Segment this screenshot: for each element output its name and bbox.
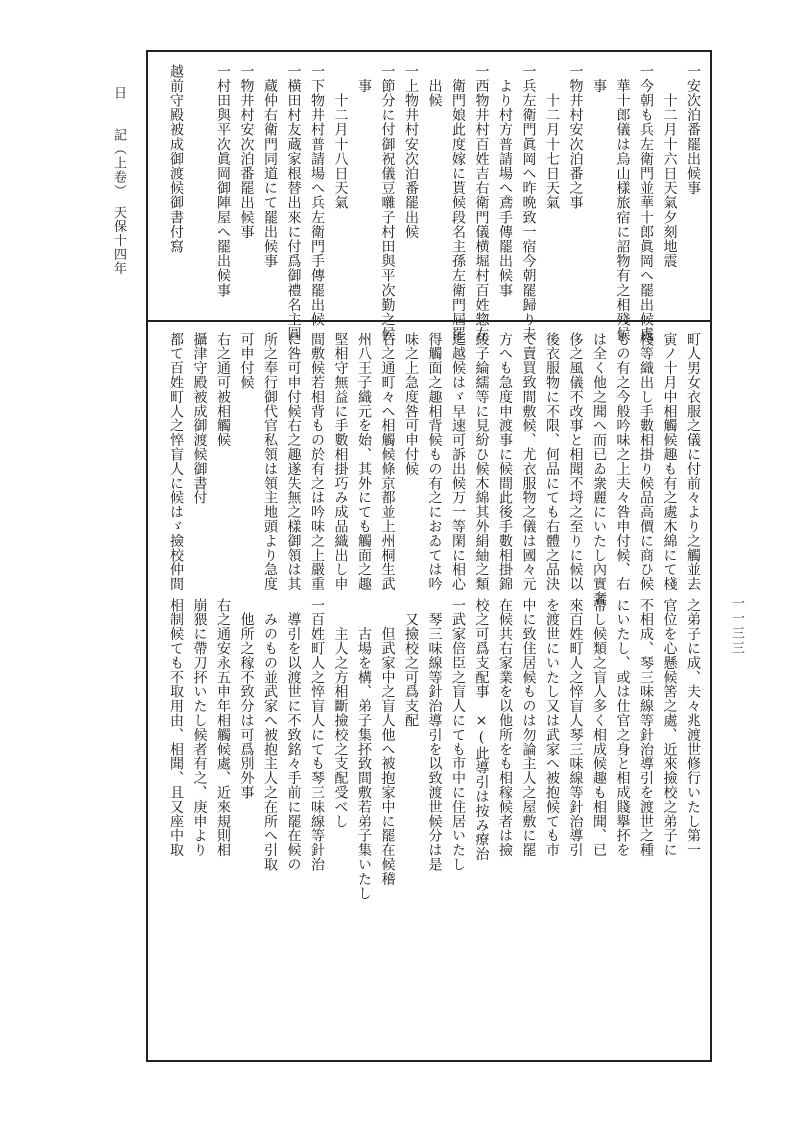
lower-column: 官位を心懸候筈之處、近來撿校之弟子に <box>661 598 678 858</box>
running-title: 日 記（上卷） 天保十四年 <box>111 86 126 276</box>
lower-column: みのもの並武家へ被抱主人之在所へ引取 <box>262 598 278 872</box>
upper-column: 一橫田村友蔵家根替出來に付爲御禮名主圓 <box>285 64 302 342</box>
upper-column: 一下物井村普請場へ兵左衛門手傳罷出候 <box>309 64 325 327</box>
lower-column: 之弟子に成、夫々兆渡世修行いたし第一 <box>685 598 701 858</box>
middle-column: 所之奉行御代官私領は領主地頭より急度 <box>262 332 278 592</box>
upper-column: 出候 <box>426 64 443 108</box>
middle-column: 味之上急度咎可申付候 <box>403 332 419 476</box>
lower-column: にいたし、或は仕官之身と相成賤擧抔を <box>614 598 631 858</box>
middle-column: 後衣服物に不限、何品にても右體之品決 <box>544 332 560 592</box>
upper-column: 一上物井村安次泊番罷出候 <box>403 64 419 240</box>
upper-column: より村方普請場へ鳶手傳罷出候事 <box>497 64 513 298</box>
lower-column: 琴三味線等針治導引を以致渡世候分は是 <box>426 598 443 872</box>
upper-column: 華十郎儀は烏山樣旅宿に詔物有之相殘候 <box>614 64 631 342</box>
middle-column: 攝津守殿被成御渡候御書付 <box>191 332 208 505</box>
upper-column: 一節分に付御祝儀豆囃子村田與平次勤之候 <box>379 64 396 342</box>
lower-column: 不相成、琴三味線等針治導引を渡世之種 <box>638 598 654 858</box>
upper-column: 十二月十六日天氣夕刻地震 <box>661 64 678 269</box>
middle-column: 侈之風儀不改事と相聞不埒之至りに候以 <box>567 332 584 592</box>
middle-column: 町人男女衣服之儀に付前々より之觸並去 <box>685 332 701 592</box>
lower-column: 一百姓町人之悴盲人にても琴三味線等針治 <box>309 598 325 872</box>
upper-column: 事 <box>356 64 372 94</box>
upper-column: 一兵左衛門眞岡へ昨晩致一宿今朝罷歸り夫 <box>520 64 537 342</box>
lower-column: 又撿校之可爲支配 <box>403 598 419 728</box>
lower-column: 中に致住居候ものは勿論主人之屋敷に罷 <box>520 598 537 858</box>
lower-column: を渡世にいたし又は武家へ被抱候ても市 <box>544 598 560 858</box>
middle-column: 寅ノ十月中相觸候趣も有之處木綿にて棧 <box>661 332 678 592</box>
lower-column: 相制候ても不取用由、相聞、且又座中取 <box>168 598 184 858</box>
upper-column: 事 <box>591 64 607 94</box>
lower-column: 但武家中之盲人他へ被抱家中に罷在候稽 <box>379 598 396 886</box>
middle-column: もの有之今般吟味之上夫々咎申付候、右 <box>614 332 631 592</box>
lower-column: 崩猥に帶刀抔いたし候者有之、庚申より <box>191 598 208 858</box>
middle-column: 間敷候若相背もの於有之は吟味之上嚴重 <box>309 332 325 592</box>
upper-column: 蔵仲右衛門同道にて罷出候事 <box>262 64 278 269</box>
middle-column: 州八王子織元を始、其外にても觸面之趣 <box>356 332 372 592</box>
upper-column: 一西物井村百姓吉右衛門儀横堀村百姓惣左 <box>473 64 490 342</box>
upper-column: 一今朝も兵左衛門並華十郎眞岡へ罷出候處 <box>638 64 654 342</box>
upper-column: 一村田與平次眞岡御陣屋へ罷出候事 <box>215 64 231 298</box>
upper-column: 十二月十八日天氣 <box>332 64 349 210</box>
middle-column: 方へも急度申渡事に候間此後手數相掛錦 <box>497 332 513 592</box>
middle-column: は全く他之聞へ而已ゐ衆麗にいたし內實奢 <box>591 332 607 606</box>
lower-column: 主人之方相斷撿校之支配受べし <box>332 598 349 829</box>
middle-column: 可申付候 <box>238 332 255 390</box>
lower-column: 來百姓町人之悴盲人琴三味線等針治導引 <box>567 598 584 858</box>
middle-column: て賣買致間敷候、尤衣服物之儀は國々元 <box>520 332 537 592</box>
lower-column: 古場を構、弟子集抔致間敷若弟子集いたし <box>356 598 372 901</box>
middle-column: 綾子綸繻等に見紛ひ候木綿其外絹紬之類 <box>473 332 490 592</box>
middle-column: 堅相守無益に手數相掛巧み成品織出し申 <box>332 332 349 592</box>
middle-column: 都て百姓町人之悴盲人に候はゞ撿校仲間 <box>168 332 184 592</box>
lower-column: 帶し候類之盲人多く相成候趣も相聞、已 <box>591 598 607 858</box>
upper-column: 一物井村安次泊番之事 <box>567 64 584 210</box>
middle-column: に咎可申付候右之趣遂失無之樣御領は其 <box>285 332 302 592</box>
upper-column: 衛門娘此度嫁に貰候段名主孫左衛門屆罷 <box>450 64 466 342</box>
upper-column: 十二月十七日天氣 <box>544 64 560 210</box>
lower-column: 在候共右家業を以他所をも相稼候者は撿 <box>497 598 513 858</box>
middle-column: 得觸面之趣相背候もの有之におゐては吟 <box>426 332 443 592</box>
middle-column: 迄越候はゞ早速可訴出候万一等閑に相心 <box>450 332 466 592</box>
middle-column: 棧等織出し手數相掛り候品高價に商ひ候 <box>638 332 654 592</box>
page-number: 一一三三 <box>729 596 744 656</box>
lower-column: 導引を以渡世に不致銘々手前に罷在候の <box>285 598 302 872</box>
lower-column: 一武家倍臣之盲人にても市中に住居いたし <box>450 598 466 872</box>
upper-column: 一物井村安次泊番罷出候事 <box>238 64 255 240</box>
middle-column: 右之通町々へ相觸候條京都並上州桐生武 <box>379 332 396 592</box>
lower-column: 他所之稼不致分は可爲別外事 <box>238 598 255 800</box>
upper-column: 一安次泊番罷出候事 <box>685 64 701 196</box>
upper-column: 越前守殿被成御渡候御書付寫 <box>168 64 184 254</box>
lower-column: 校之可爲支配事 ×(此導引は按み療治 <box>473 598 490 862</box>
middle-column: 右之通可被相觸候 <box>215 332 231 448</box>
lower-column: 右之通安永五申年相觸候處、近來規則相 <box>215 598 231 858</box>
